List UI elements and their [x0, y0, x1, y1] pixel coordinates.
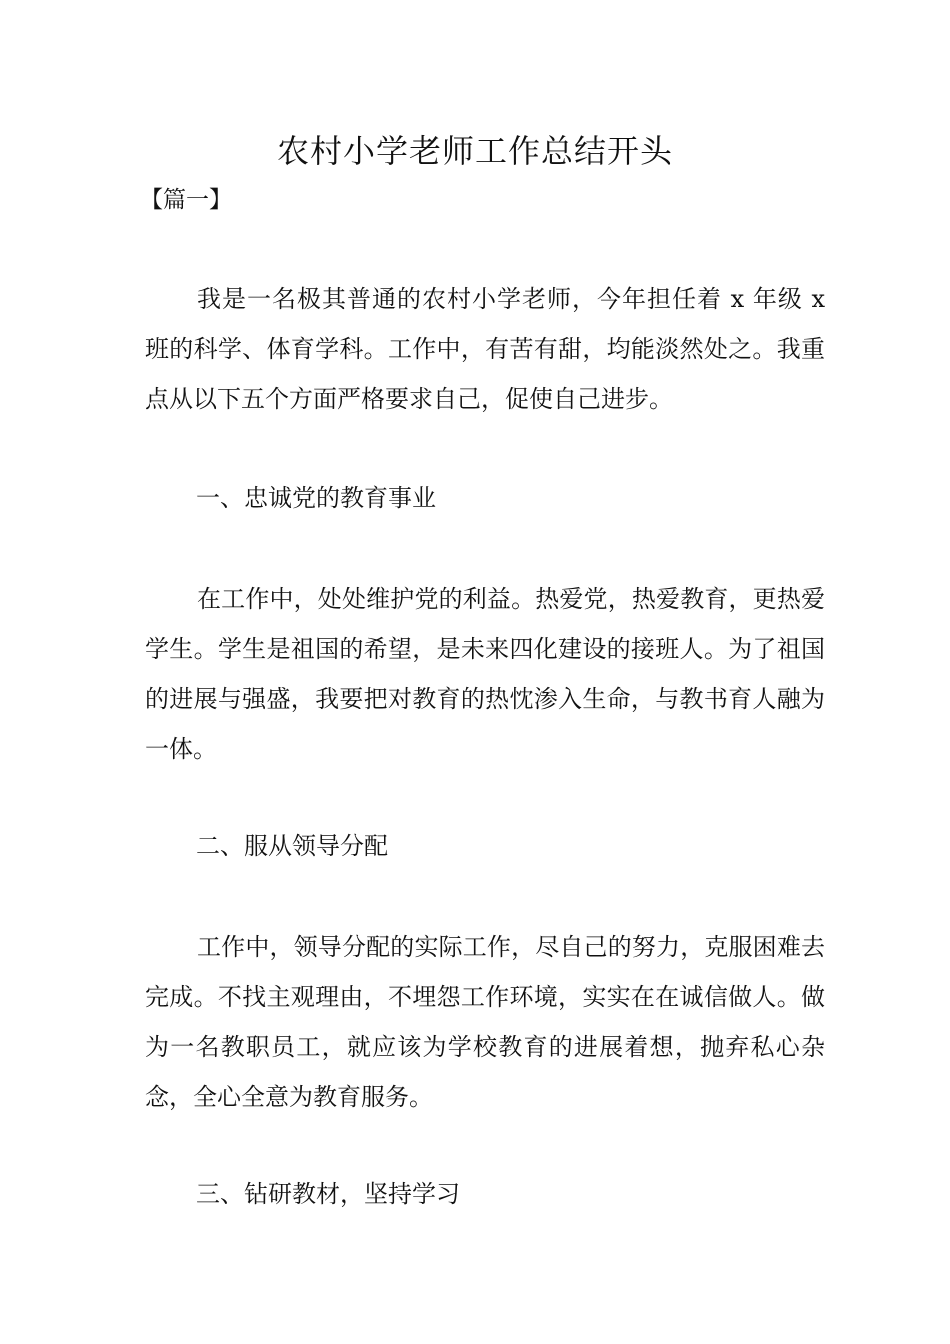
document-title: 农村小学老师工作总结开头 [276, 132, 673, 170]
section-heading-1: 一、忠诚党的教育事业 [196, 484, 436, 512]
intro-paragraph: 我是一名极其普通的农村小学老师，今年担任着 x 年级 x 班的科学、体育学科。工作中，有苦有甜，均能淡然处之。我重点从以下五个方面严格要求自己，促使自己进步。 [145, 285, 825, 413]
section-heading-3: 三、钻研教材，坚持学习 [196, 1180, 460, 1208]
section-body-2: 工作中，领导分配的实际工作，尽自己的努力，克服困难去完成。不找主观理由，不埋怨工作环境，实实在在诚信做人。做为一名教职员工，就应该为学校教育的进展着想，抛弃私心杂念，全心全意为教育服务。 [145, 933, 825, 1111]
section-body-1: 在工作中，处处维护党的利益。热爱党，热爱教育，更热爱学生。学生是祖国的希望，是未来四化建设的接班人。为了祖国的进展与强盛，我要把对教育的热忱渗入生命，与教书育人融为一体。 [145, 585, 825, 763]
section-heading-2: 二、服从领导分配 [196, 832, 388, 860]
section-tag: 【篇一】 [140, 187, 232, 213]
